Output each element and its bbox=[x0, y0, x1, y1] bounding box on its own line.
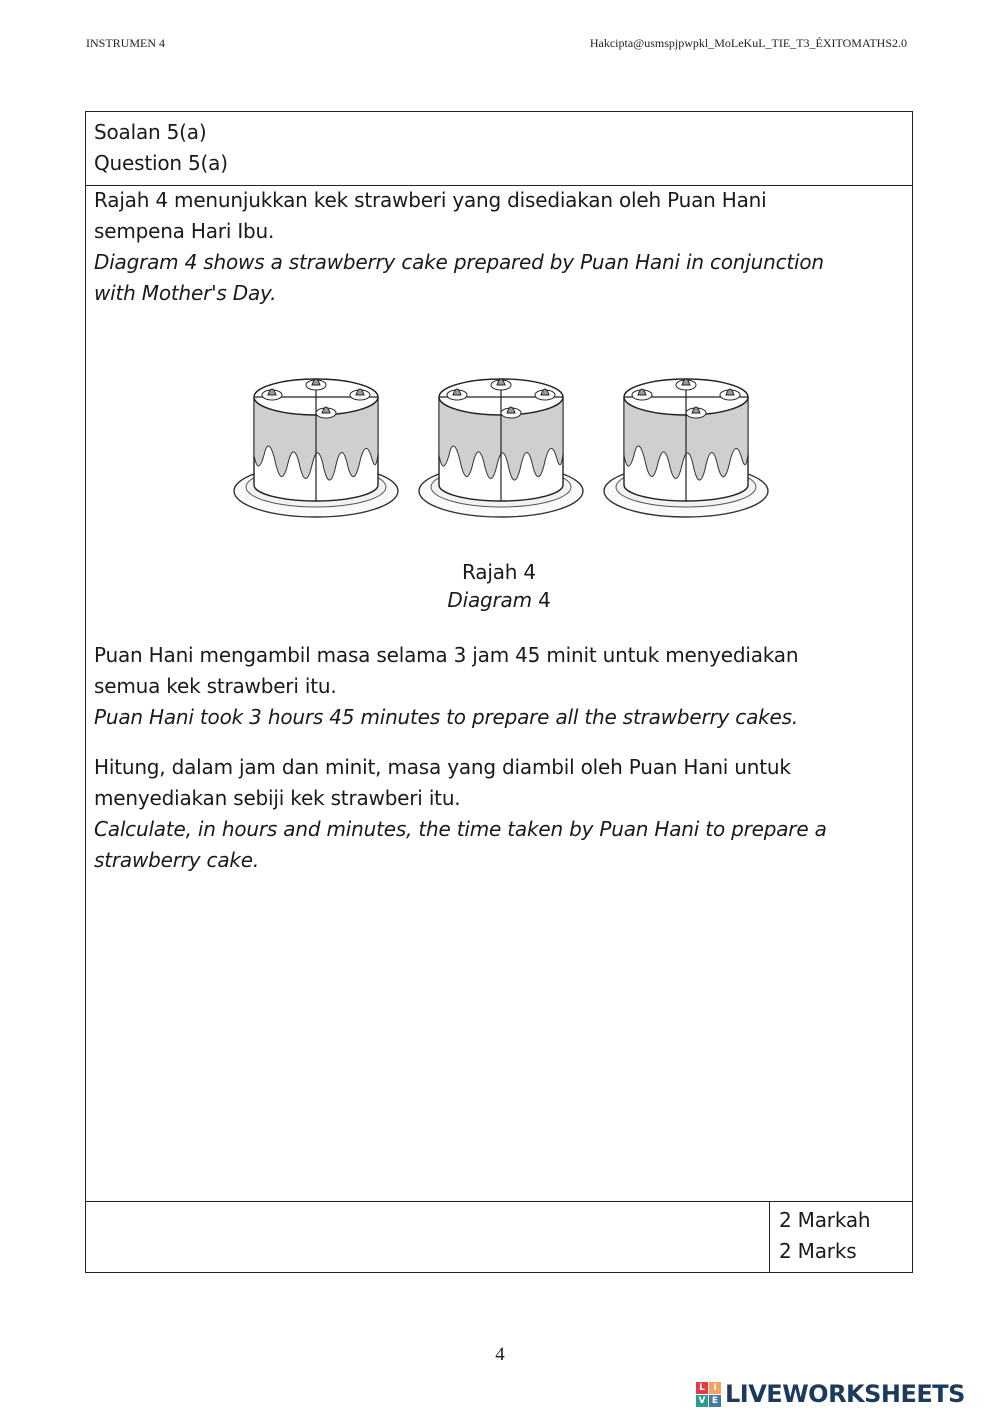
marks-cell bbox=[769, 1202, 912, 1272]
info-ms-line2: semua kek strawberi itu. bbox=[94, 674, 337, 698]
liveworksheets-badge-letter: L bbox=[696, 1382, 708, 1394]
task-ms-line1: Hitung, dalam jam dan minit, masa yang diambil oleh Puan Hani untuk bbox=[94, 755, 791, 779]
task-en-line1: Calculate, in hours and minutes, the time taken by Puan Hani to prepare a bbox=[94, 817, 827, 841]
cake-2 bbox=[419, 379, 583, 517]
liveworksheets-badge-letter: V bbox=[696, 1395, 708, 1407]
task-ms-line2: menyediakan sebiji kek strawberi itu. bbox=[94, 786, 461, 810]
caption-en-num: 4 bbox=[538, 588, 551, 612]
strawberry-cakes-diagram bbox=[226, 345, 786, 545]
info-ms-line1: Puan Hani mengambil masa selama 3 jam 45 minit untuk menyediakan bbox=[94, 643, 799, 667]
cake-3 bbox=[604, 379, 768, 517]
intro-en-line1: Diagram 4 shows a strawberry cake prepared by Puan Hani in conjunction bbox=[94, 250, 824, 274]
marks-row bbox=[86, 1202, 912, 1272]
marks-ms: 2 Markah bbox=[779, 1208, 871, 1232]
diagram-caption-en bbox=[86, 586, 912, 614]
question-label-ms: Soalan 5(a) bbox=[94, 120, 207, 144]
liveworksheets-logo[interactable] bbox=[696, 1378, 965, 1410]
question-frame bbox=[85, 111, 913, 1273]
liveworksheets-badge-letter: I bbox=[709, 1382, 721, 1394]
info-en-line1: Puan Hani took 3 hours 45 minutes to prepare all the strawberry cakes. bbox=[94, 705, 799, 729]
page-number: 4 bbox=[495, 1344, 505, 1365]
marks-en: 2 Marks bbox=[779, 1239, 857, 1263]
question-body bbox=[86, 185, 912, 1202]
question-title-row bbox=[86, 112, 912, 186]
liveworksheets-badge-letter: E bbox=[709, 1395, 721, 1407]
header-left: INSTRUMEN 4 bbox=[86, 36, 166, 50]
intro-ms-line2: sempena Hari Ibu. bbox=[94, 219, 275, 243]
liveworksheets-badge-icon bbox=[696, 1382, 721, 1407]
task-en-line2: strawberry cake. bbox=[94, 848, 260, 872]
diagram-caption-ms: Rajah 4 bbox=[462, 560, 536, 584]
question-label-en: Question 5(a) bbox=[94, 151, 228, 175]
intro-ms-line1: Rajah 4 menunjukkan kek strawberi yang disediakan oleh Puan Hani bbox=[94, 188, 767, 212]
cake-1 bbox=[234, 379, 398, 517]
header-right: Hakcipta@usmspjpwpkl_MoLeKuL_TIE_T3_ÉXITOMATHS2.0 bbox=[589, 36, 907, 50]
caption-en-word: Diagram bbox=[447, 588, 532, 612]
intro-en-line2: with Mother's Day. bbox=[94, 281, 277, 305]
liveworksheets-name: LIVEWORKSHEETS bbox=[725, 1380, 965, 1408]
